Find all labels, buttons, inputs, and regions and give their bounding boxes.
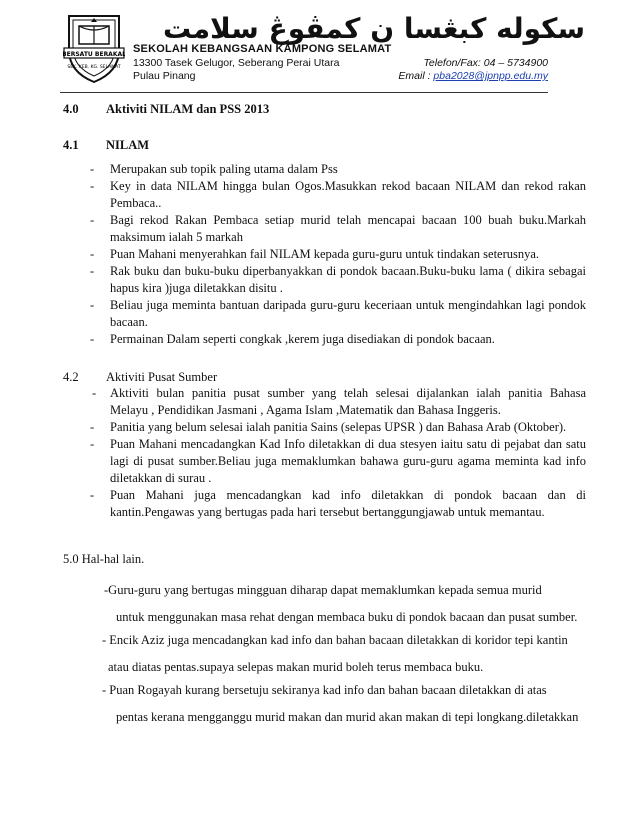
bullet-dash: -	[90, 488, 95, 502]
bullet-dash: -	[90, 298, 95, 312]
telefon-fax: Telefon/Fax: 04 – 5734900	[423, 57, 548, 69]
hal-lain-para-1-line-1: -Guru-guru yang bertugas mingguan diharap dapat memaklumkan kepada semua murid	[104, 583, 542, 597]
school-address-line1: 13300 Tasek Gelugor, Seberang Perai Utara	[133, 57, 340, 69]
nilam-item-3-line-2: maksimum ialah 5 markah	[110, 230, 243, 244]
section-4-1-number: 4.1	[63, 138, 79, 152]
bullet-dash: -	[92, 386, 97, 400]
bullet-dash: -	[90, 247, 95, 261]
hal-lain-para-2-line-1: - Encik Aziz juga mencadangkan kad info dan bahan bacaan diletakkan di koridor tepi kantin	[102, 633, 568, 647]
school-name: SEKOLAH KEBANGSAAN KAMPONG SELAMAT	[133, 43, 392, 55]
svg-text:SEK. KEB. KG. SELAMAT: SEK. KEB. KG. SELAMAT	[67, 65, 121, 70]
svg-text:BERSATU BERAKAL: BERSATU BERAKAL	[63, 51, 125, 58]
header-divider	[60, 92, 548, 93]
pusat-sumber-item-3-line-1: Puan Mahani mencadangkan Kad Info diletakkan di dua stesyen iaitu satu di pejabat dan satu	[110, 437, 586, 451]
pusat-sumber-item-3-line-3: diletakkan di surau .	[110, 471, 212, 485]
hal-lain-para-2-line-2: atau diatas pentas.supaya selepas makan murid boleh terus membaca buku.	[108, 660, 484, 674]
hal-lain-para-3-line-2: pentas kerana mengganggu murid makan dan murid akan makan di tepi longkang.diletakkan	[116, 710, 579, 724]
hal-lain-para-3-line-1: - Puan Rogayah kurang bersetuju sekiranya kad info dan bahan bacaan diletakkan di atas	[102, 683, 547, 697]
pusat-sumber-item-1-line-1: Aktiviti bulan panitia pusat sumber yang telah selesai dijalankan ialah panitia Bahasa	[110, 386, 586, 400]
jawi-title-text: سکوله کبڠسا ن کمڤوڠ سلامت	[163, 12, 585, 45]
nilam-item-2-line-1: Key in data NILAM hingga bulan Ogos.Masukkan rekod bacaan NILAM dan rekod rakan	[110, 179, 586, 193]
school-address-line2: Pulau Pinang	[133, 70, 196, 82]
email-label: Email :	[398, 70, 434, 82]
hal-lain-para-1-line-2: untuk menggunakan masa rehat dengan membaca buku di pondok bacaan dan pusat sumber.	[116, 610, 578, 624]
email-line	[398, 70, 548, 83]
nilam-item-5-line-1: Rak buku dan buku-buku diperbanyakkan di pondok bacaan.Buku-buku lama ( dikira sebagai	[110, 264, 586, 278]
bullet-dash: -	[90, 162, 95, 176]
pusat-sumber-item-4-line-2: kantin.Pengawas yang bertugas pada hari tersebut bertanggungjawab untuk memantau.	[110, 505, 545, 519]
nilam-item-7-line-1: Permainan Dalam seperti congkak ,kerem juga disediakan di pondok bacaan.	[110, 332, 495, 346]
section-4-title: Aktiviti NILAM dan PSS 2013	[106, 102, 270, 116]
jawi-title	[130, 10, 590, 46]
nilam-item-3-line-1: Bagi rekod Rakan Pembaca setiap murid telah mencapai bacaan 100 buah buku.Markah	[110, 213, 586, 227]
school-logo	[63, 12, 125, 84]
email-link[interactable]: pba2028@jpnpp.edu.my	[433, 70, 548, 82]
bullet-dash: -	[90, 332, 95, 346]
nilam-item-6-line-2: bacaan.	[110, 315, 148, 329]
pusat-sumber-item-2-line-1: Panitia yang belum selesai ialah panitia Sains (selepas UPSR ) dan Bahasa Arab (Oktober).	[110, 420, 567, 434]
bullet-dash: -	[90, 420, 95, 434]
section-4-2-title: Aktiviti Pusat Sumber	[106, 370, 218, 384]
pusat-sumber-item-3-line-2: lagi di pusat sumber.Beliau juga memaklumkan bahawa guru-guru agama meminta kad info	[110, 454, 586, 468]
nilam-item-5-line-2: hapus kira )juga diletakkan disitu .	[110, 281, 283, 295]
section-4-2-number: 4.2	[63, 370, 79, 384]
nilam-item-1-line-1: Merupakan sub topik paling utama dalam Pss	[110, 162, 338, 176]
nilam-item-6-line-1: Beliau juga meminta bantuan daripada guru-guru keceriaan untuk mengindahkan lagi pondok	[110, 298, 586, 312]
nilam-item-4-line-1: Puan Mahani menyerahkan fail NILAM kepada guru-guru untuk tindakan seterusnya.	[110, 247, 540, 261]
section-5-title: 5.0 Hal-hal lain.	[63, 552, 145, 566]
section-4-number: 4.0	[63, 102, 79, 116]
bullet-dash: -	[90, 213, 95, 227]
bullet-dash: -	[90, 437, 95, 451]
section-4-1-title: NILAM	[106, 138, 150, 152]
pusat-sumber-item-4-line-1: Puan Mahani juga mencadangkan kad info diletakkan di pondok bacaan dan di	[110, 488, 586, 502]
pusat-sumber-item-1-line-2: Melayu , Pendidikan Jasmani , Agama Islam ,Matematik dan Bahasa Inggeris.	[110, 403, 501, 417]
nilam-item-2-line-2: Pembaca..	[110, 196, 162, 210]
bullet-dash: -	[90, 179, 95, 193]
bullet-dash: -	[90, 264, 95, 278]
